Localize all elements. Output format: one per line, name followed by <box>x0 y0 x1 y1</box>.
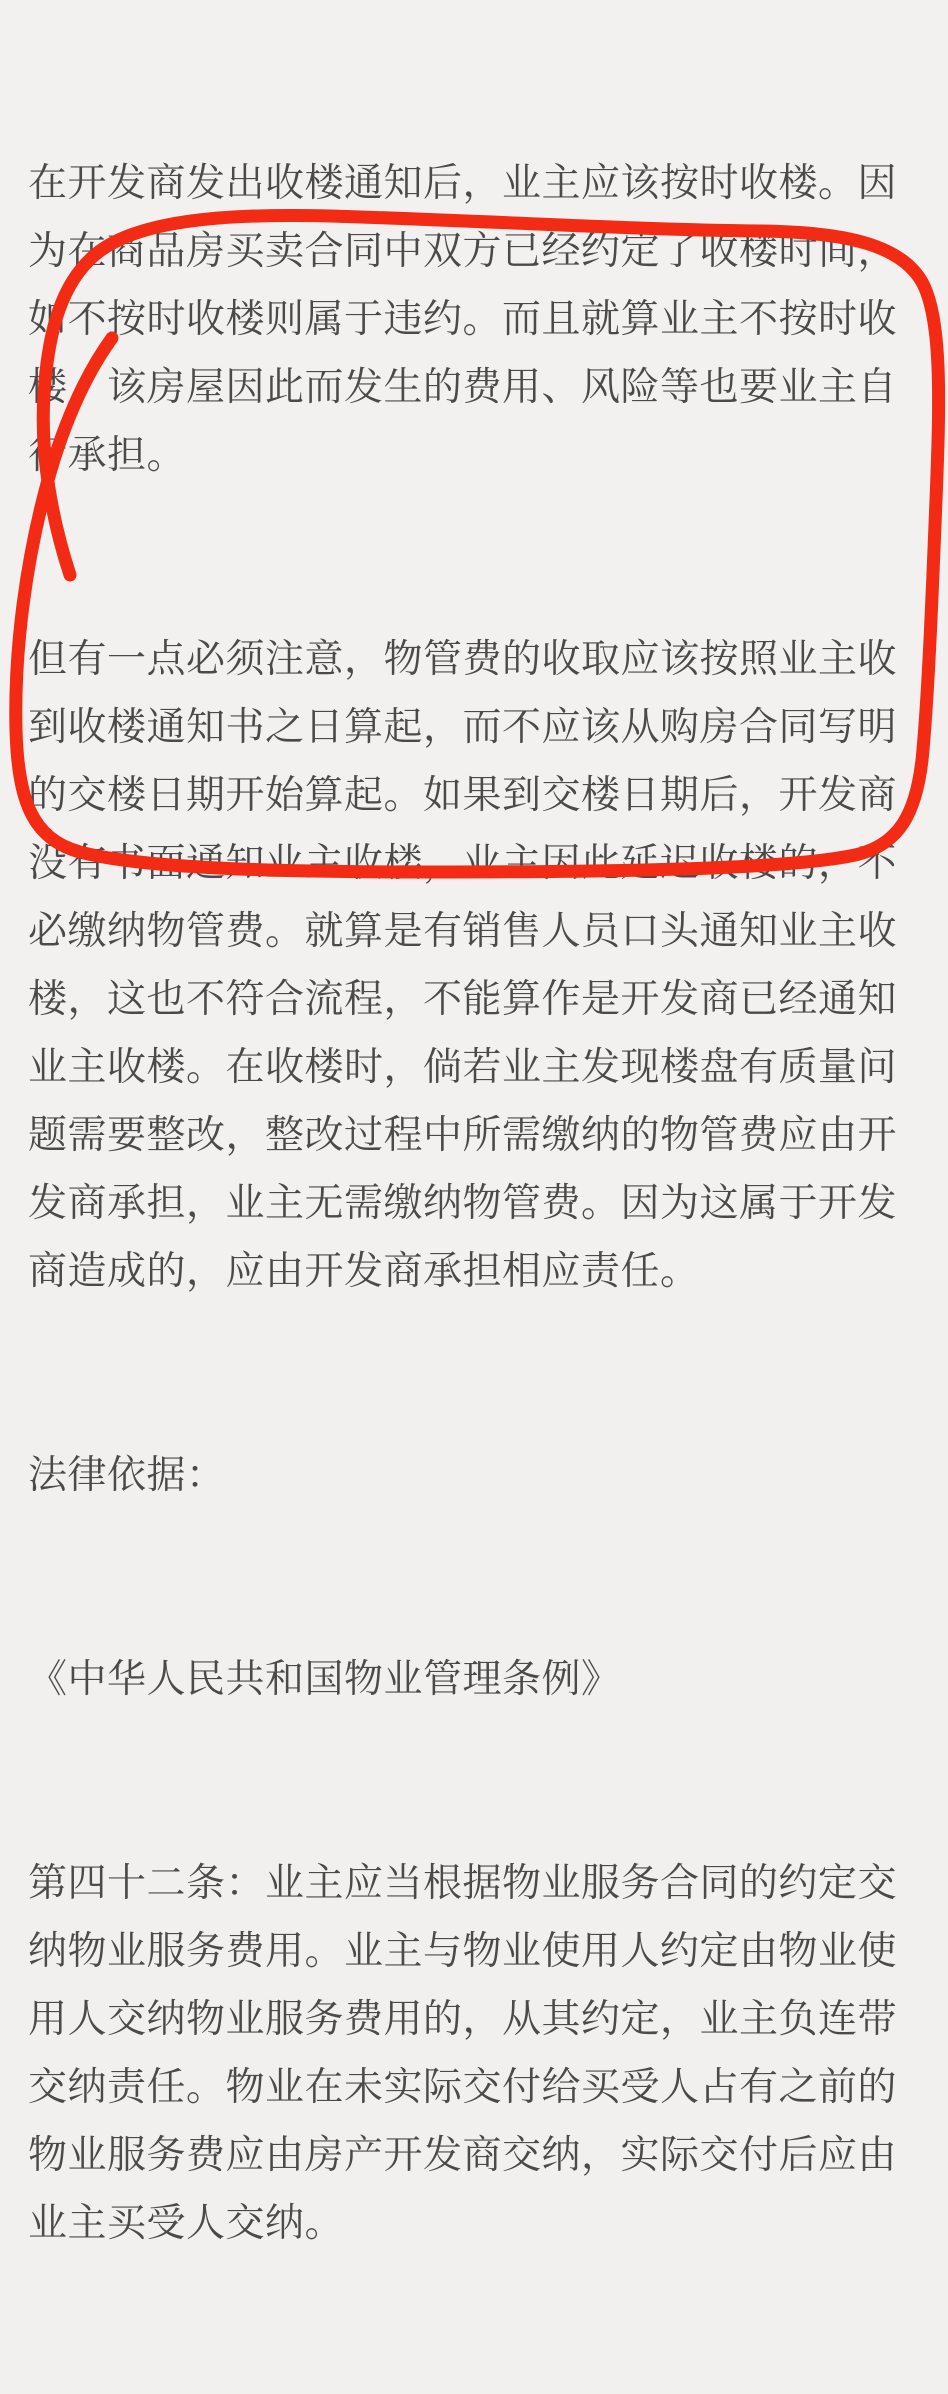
paragraph-5-article-42: 第四十二条：业主应当根据物业服务合同的约定交纳物业服务费用。业主与物业使用人约定由物业使用人交纳物业服务费用的，从其约定，业主负连带交纳责任。物业在未实际交付给买受人占有之前的物业服务费应由房产开发商交纳，实际交付后应由业主买受人交纳。 <box>28 1862 898 2245</box>
paragraph-3-legal-basis-label: 法律依据： <box>28 1454 226 1497</box>
paragraph-1: 在开发商发出收楼通知后，业主应该按时收楼。因为在商品房买卖合同中双方已经约定了收楼时间，如不按时收楼则属于违约。而且就算业主不按时收楼，该房屋因此而发生的费用、风险等也要业主自行承担。 <box>28 162 898 477</box>
paragraph-4-regulation-title: 《中华人民共和国物业管理条例》 <box>28 1658 621 1701</box>
paragraph-2: 但有一点必须注意，物管费的收取应该按照业主收到收楼通知书之日算起，而不应该从购房合同写明的交楼日期开始算起。如果到交楼日期后，开发商没有书面通知业主收楼，业主因此延迟收楼的，不必缴纳物管费。就算是有销售人员口头通知业主收楼，这也不符合流程，不能算作是开发商已经通知业主收楼。在收楼时，倘若业主发现楼盘有质量问题需要整改，整改过程中所需缴纳的物管费应由开发商承担，业主无需缴纳物管费。因为这属于开发商造成的，应由开发商承担相应责任。 <box>28 638 898 1293</box>
document-text-body <box>28 14 924 2394</box>
